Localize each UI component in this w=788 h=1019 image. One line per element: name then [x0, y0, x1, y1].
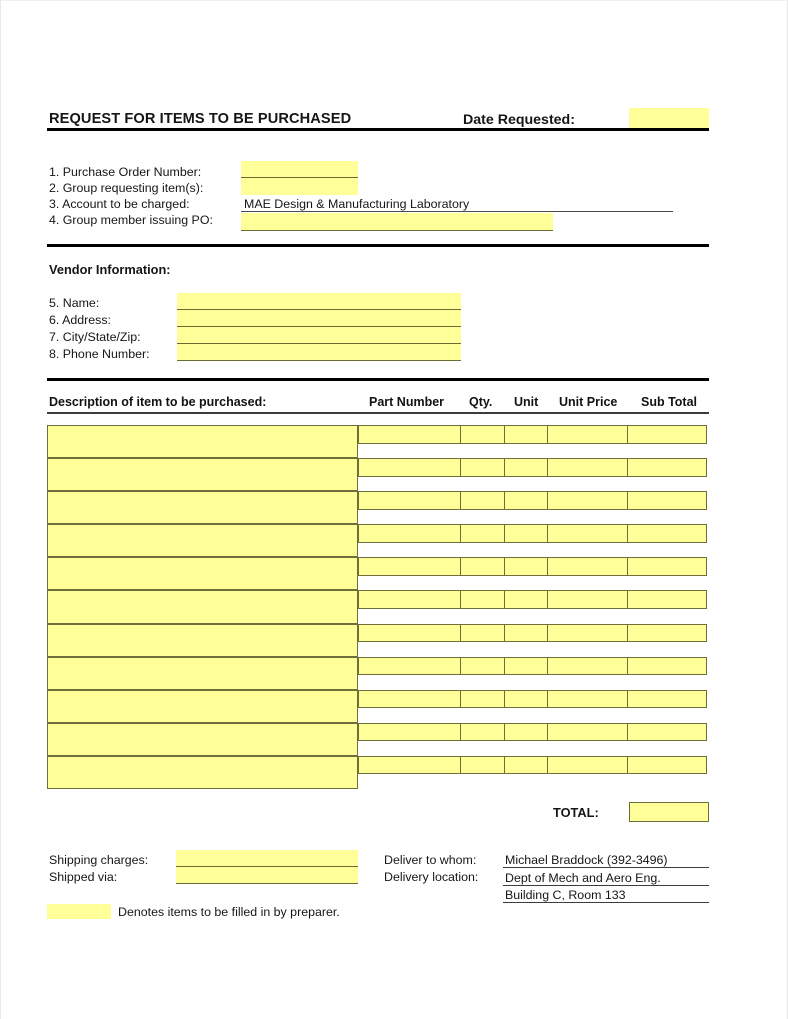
cell-qty[interactable] [460, 425, 505, 444]
purchase-order-number-label: 1. Purchase Order Number: [49, 165, 202, 179]
shipping-charges-label: Shipping charges: [49, 853, 149, 867]
cell-unit-price[interactable] [547, 624, 628, 643]
table-row-values [358, 723, 710, 742]
vendor-phone-input[interactable] [177, 344, 461, 361]
cell-qty[interactable] [460, 491, 505, 510]
cell-unit-price[interactable] [547, 458, 628, 477]
table-row [47, 690, 710, 723]
total-label: TOTAL: [553, 805, 599, 820]
cell-sub-total[interactable] [627, 657, 707, 676]
cell-part-number[interactable] [358, 756, 461, 775]
vendor-city-state-zip-label: 7. City/State/Zip: [49, 330, 141, 344]
table-row [47, 624, 710, 657]
table-row [47, 425, 710, 458]
vendor-information-heading: Vendor Information: [49, 262, 171, 277]
cell-part-number[interactable] [358, 690, 461, 709]
table-row-values [358, 657, 710, 676]
cell-qty[interactable] [460, 557, 505, 576]
cell-unit[interactable] [504, 690, 549, 709]
column-header-sub-total: Sub Total [641, 395, 698, 409]
account-charged-label: 3. Account to be charged: [49, 197, 190, 211]
delivery-location-line-1: Dept of Mech and Aero Eng. [505, 871, 661, 885]
cell-sub-total[interactable] [627, 557, 707, 576]
cell-part-number[interactable] [358, 491, 461, 510]
vendor-name-input[interactable] [177, 293, 461, 310]
cell-qty[interactable] [460, 690, 505, 709]
table-row-values [358, 524, 710, 543]
date-requested-input[interactable] [629, 108, 709, 129]
table-row-values [358, 590, 710, 609]
cell-part-number[interactable] [358, 657, 461, 676]
cell-unit-price[interactable] [547, 524, 628, 543]
delivery-underline-2 [503, 885, 709, 886]
table-row [47, 723, 710, 756]
cell-sub-total[interactable] [627, 590, 707, 609]
column-header-qty: Qty. [469, 395, 493, 409]
table-row [47, 524, 710, 557]
cell-unit[interactable] [504, 590, 549, 609]
cell-qty[interactable] [460, 590, 505, 609]
date-requested-label: Date Requested: [463, 112, 575, 128]
table-row [47, 756, 710, 789]
group-member-issuing-po-input[interactable] [241, 213, 553, 231]
table-row [47, 491, 710, 524]
cell-unit[interactable] [504, 723, 549, 742]
cell-sub-total[interactable] [627, 624, 707, 643]
cell-unit[interactable] [504, 756, 549, 775]
cell-sub-total[interactable] [627, 425, 707, 444]
cell-description[interactable] [47, 756, 358, 789]
cell-qty[interactable] [460, 756, 505, 775]
cell-description[interactable] [47, 425, 358, 458]
cell-part-number[interactable] [358, 624, 461, 643]
items-table [47, 425, 710, 789]
vendor-address-label: 6. Address: [49, 313, 111, 327]
legend-color-swatch [47, 904, 111, 919]
vendor-address-input[interactable] [177, 310, 461, 327]
cell-description[interactable] [47, 524, 358, 557]
cell-qty[interactable] [460, 458, 505, 477]
cell-unit[interactable] [504, 557, 549, 576]
cell-qty[interactable] [460, 524, 505, 543]
cell-sub-total[interactable] [627, 690, 707, 709]
cell-qty[interactable] [460, 723, 505, 742]
cell-unit-price[interactable] [547, 557, 628, 576]
total-input[interactable] [629, 802, 709, 822]
cell-description[interactable] [47, 723, 358, 756]
cell-unit-price[interactable] [547, 690, 628, 709]
cell-description[interactable] [47, 624, 358, 657]
vendor-city-state-zip-input[interactable] [177, 327, 461, 344]
purchase-order-number-input[interactable] [241, 161, 358, 178]
table-row-values [358, 491, 710, 510]
column-header-part-number: Part Number [369, 395, 445, 409]
shipped-via-label: Shipped via: [49, 870, 118, 884]
shipping-charges-input[interactable] [176, 850, 358, 867]
cell-part-number[interactable] [358, 458, 461, 477]
cell-unit[interactable] [504, 524, 549, 543]
vendor-section-divider [47, 244, 709, 247]
cell-unit[interactable] [504, 491, 549, 510]
cell-sub-total[interactable] [627, 458, 707, 477]
cell-unit[interactable] [504, 425, 549, 444]
cell-description[interactable] [47, 491, 358, 524]
table-row [47, 557, 710, 590]
cell-unit[interactable] [504, 624, 549, 643]
account-charged-value: MAE Design & Manufacturing Laboratory [244, 197, 470, 211]
column-header-unit-price: Unit Price [559, 395, 618, 409]
group-member-issuing-po-label: 4. Group member issuing PO: [49, 213, 213, 227]
table-row-values [358, 756, 710, 775]
cell-part-number[interactable] [358, 557, 461, 576]
cell-part-number[interactable] [358, 723, 461, 742]
cell-description[interactable] [47, 458, 358, 491]
cell-unit-price[interactable] [547, 491, 628, 510]
table-row-values [358, 557, 710, 576]
delivery-location-line-2: Building C, Room 133 [505, 888, 626, 902]
table-row [47, 590, 710, 623]
cell-description[interactable] [47, 690, 358, 723]
cell-qty[interactable] [460, 624, 505, 643]
page-title: REQUEST FOR ITEMS TO BE PURCHASED [49, 111, 352, 127]
group-requesting-label: 2. Group requesting item(s): [49, 181, 204, 195]
items-section-divider [47, 378, 709, 381]
cell-description[interactable] [47, 590, 358, 623]
table-row-values [358, 458, 710, 477]
table-row [47, 657, 710, 690]
cell-description[interactable] [47, 657, 358, 690]
table-row-values [358, 690, 710, 709]
table-row-values [358, 425, 710, 444]
vendor-phone-label: 8. Phone Number: [49, 347, 150, 361]
legend-note: Denotes items to be filled in by preparer. [118, 905, 340, 919]
cell-part-number[interactable] [358, 425, 461, 444]
header-divider [47, 128, 709, 131]
cell-part-number[interactable] [358, 524, 461, 543]
cell-sub-total[interactable] [627, 756, 707, 775]
column-header-description: Description of item to be purchased: [49, 395, 267, 409]
cell-sub-total[interactable] [627, 524, 707, 543]
cell-description[interactable] [47, 557, 358, 590]
cell-unit-price[interactable] [547, 590, 628, 609]
shipped-via-input[interactable] [176, 867, 358, 884]
cell-unit-price[interactable] [547, 723, 628, 742]
cell-unit-price[interactable] [547, 657, 628, 676]
deliver-to-whom-value: Michael Braddock (392-3496) [505, 853, 668, 867]
table-row-values [358, 624, 710, 643]
group-requesting-input[interactable] [241, 178, 358, 195]
table-row [47, 458, 710, 491]
cell-unit-price[interactable] [547, 425, 628, 444]
deliver-to-whom-label: Deliver to whom: [384, 853, 477, 867]
vendor-name-label: 5. Name: [49, 296, 100, 310]
delivery-location-label: Delivery location: [384, 870, 479, 884]
delivery-underline-1 [503, 867, 709, 868]
cell-sub-total[interactable] [627, 723, 707, 742]
delivery-underline-3 [503, 902, 709, 903]
cell-unit[interactable] [504, 458, 549, 477]
cell-unit-price[interactable] [547, 756, 628, 775]
cell-sub-total[interactable] [627, 491, 707, 510]
cell-part-number[interactable] [358, 590, 461, 609]
column-header-unit: Unit [514, 395, 539, 409]
table-header-underline [47, 412, 709, 414]
cell-qty[interactable] [460, 657, 505, 676]
cell-unit[interactable] [504, 657, 549, 676]
